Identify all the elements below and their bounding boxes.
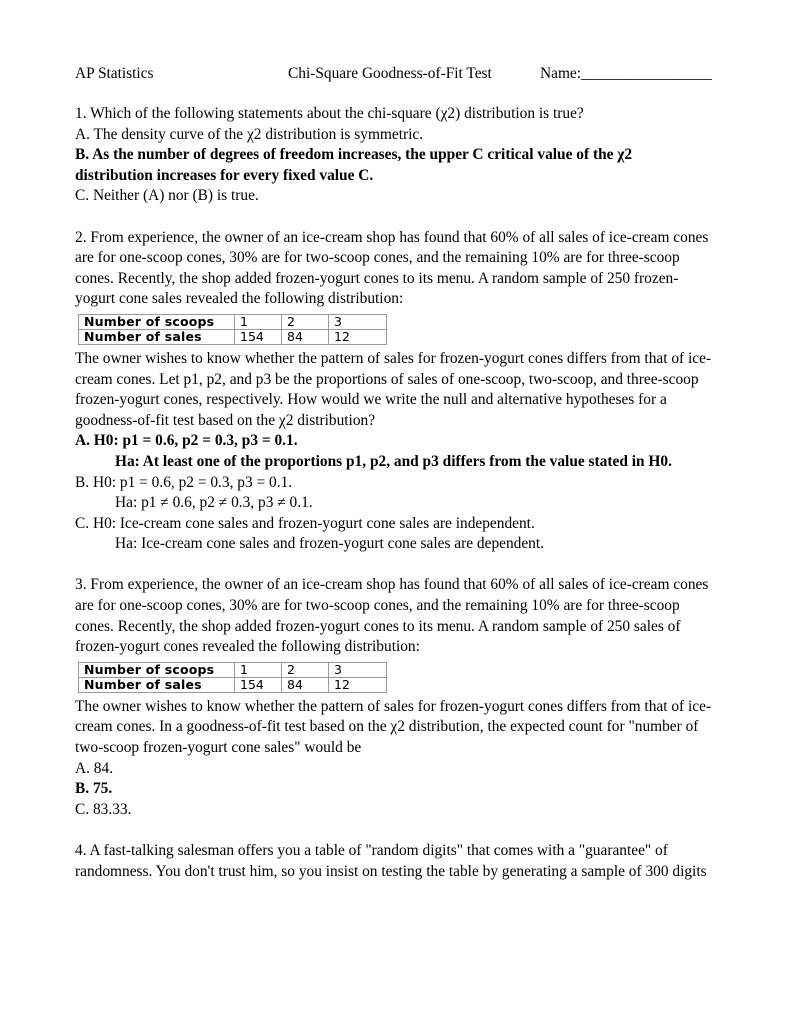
question-3-prompt-line: two-scoop frozen-yogurt cone sales" would be bbox=[75, 739, 362, 757]
table-cell: 1 bbox=[235, 662, 282, 677]
question-3-stem-line: are for one-scoop cones, 30% are for two-scoop cones, and the remaining 10% are for three-scoop bbox=[75, 597, 680, 615]
table-row bbox=[79, 662, 387, 677]
question-2-stem-line: are for one-scoop cones, 30% are for two-scoop cones, and the remaining 10% are for three-scoop bbox=[75, 249, 680, 267]
question-1-option-b: B. As the number of degrees of freedom increases, the upper C critical value of the χ2 bbox=[75, 146, 633, 164]
table-row-label: Number of scoops bbox=[79, 314, 235, 329]
spacer bbox=[75, 820, 725, 841]
question-1-option-a: A. The density curve of the χ2 distribution is symmetric. bbox=[75, 125, 424, 143]
question-3-option-b: B. 75. bbox=[75, 780, 113, 798]
question-3-prompt-line: cream cones. In a goodness-of-fit test based on the χ2 distribution, the expected count for "number of bbox=[75, 718, 699, 736]
question-2-stem-line: 2. From experience, the owner of an ice-cream shop has found that 60% of all sales of ice-cream cones bbox=[75, 228, 709, 246]
table-cell: 12 bbox=[329, 329, 387, 344]
question-2-stem-line: yogurt cone sales revealed the following distribution: bbox=[75, 290, 404, 308]
question-1-option-b-cont: distribution increases for every fixed value C. bbox=[75, 166, 374, 184]
question-2-option-a-ha: Ha: At least one of the proportions p1, p2, and p3 differs from the value stated in H0. bbox=[115, 452, 672, 470]
table-cell: 2 bbox=[282, 662, 329, 677]
question-4-stem-line: randomness. You don't trust him, so you insist on testing the table by generating a sample of 300 digits bbox=[75, 862, 707, 880]
table-cell: 84 bbox=[282, 329, 329, 344]
question-2 bbox=[75, 228, 725, 555]
question-3-sales-table bbox=[78, 662, 387, 693]
table-row-label: Number of sales bbox=[79, 677, 235, 692]
question-3-option-a: A. 84. bbox=[75, 759, 114, 777]
table-row-label: Number of sales bbox=[79, 329, 235, 344]
table-cell: 3 bbox=[329, 662, 387, 677]
question-4 bbox=[75, 841, 725, 882]
table-cell: 84 bbox=[282, 677, 329, 692]
table-row-label: Number of scoops bbox=[79, 662, 235, 677]
question-4-stem-line: 4. A fast-talking salesman offers you a table of "random digits" that comes with a "guarantee" of bbox=[75, 842, 668, 859]
question-2-prompt-line: goodness-of-fit test based on the χ2 distribution? bbox=[75, 411, 376, 429]
name-field-label: Name:_________________ bbox=[540, 65, 712, 82]
question-2-prompt-line: cream cones. Let p1, p2, and p3 be the proportions of sales of one-scoop, two-scoop, and three-scoop bbox=[75, 370, 699, 388]
table-cell: 1 bbox=[235, 314, 282, 329]
table-cell: 3 bbox=[329, 314, 387, 329]
question-1-option-c: C. Neither (A) nor (B) is true. bbox=[75, 187, 259, 205]
table-row bbox=[79, 329, 387, 344]
table-row bbox=[79, 677, 387, 692]
question-3-stem-line: cones. Recently, the shop added frozen-yogurt cones to its menu. A random sample of 250 sales of bbox=[75, 617, 681, 635]
worksheet-title: Chi-Square Goodness-of-Fit Test bbox=[288, 65, 492, 82]
table-row bbox=[79, 314, 387, 329]
question-2-option-c-ha: Ha: Ice-cream cone sales and frozen-yogurt cone sales are dependent. bbox=[115, 535, 545, 553]
question-2-option-c: C. H0: Ice-cream cone sales and frozen-yogurt cone sales are independent. bbox=[75, 514, 535, 532]
worksheet-header bbox=[75, 64, 725, 85]
question-1 bbox=[75, 104, 725, 207]
question-2-option-b: B. H0: p1 = 0.6, p2 = 0.3, p3 = 0.1. bbox=[75, 473, 293, 491]
worksheet-content bbox=[75, 104, 725, 882]
table-cell: 154 bbox=[235, 677, 282, 692]
table-cell: 12 bbox=[329, 677, 387, 692]
spacer bbox=[75, 555, 725, 576]
question-3-prompt-line: The owner wishes to know whether the pattern of sales for frozen-yogurt cones differs from that of ice- bbox=[75, 697, 712, 715]
question-3 bbox=[75, 575, 725, 820]
question-3-option-c: C. 83.33. bbox=[75, 800, 132, 818]
spacer bbox=[75, 207, 725, 228]
question-2-option-b-ha: Ha: p1 ≠ 0.6, p2 ≠ 0.3, p3 ≠ 0.1. bbox=[115, 494, 313, 512]
table-cell: 154 bbox=[235, 329, 282, 344]
question-3-stem-line: frozen-yogurt cones revealed the following distribution: bbox=[75, 638, 420, 656]
question-2-prompt-line: frozen-yogurt cones, respectively. How would we write the null and alternative hypotheses for a bbox=[75, 391, 667, 409]
table-cell: 2 bbox=[282, 314, 329, 329]
question-2-stem-line: cones. Recently, the shop added frozen-yogurt cones to its menu. A random sample of 250 frozen- bbox=[75, 269, 679, 287]
question-3-stem-line: 3. From experience, the owner of an ice-cream shop has found that 60% of all sales of ice-cream cones bbox=[75, 576, 709, 594]
question-2-option-a: A. H0: p1 = 0.6, p2 = 0.3, p3 = 0.1. bbox=[75, 432, 298, 450]
question-2-sales-table bbox=[78, 314, 387, 345]
question-1-stem: 1. Which of the following statements about the chi-square (χ2) distribution is true? bbox=[75, 105, 584, 122]
course-name: AP Statistics bbox=[75, 65, 154, 82]
question-2-prompt-line: The owner wishes to know whether the pattern of sales for frozen-yogurt cones differs from that of ice- bbox=[75, 349, 712, 367]
